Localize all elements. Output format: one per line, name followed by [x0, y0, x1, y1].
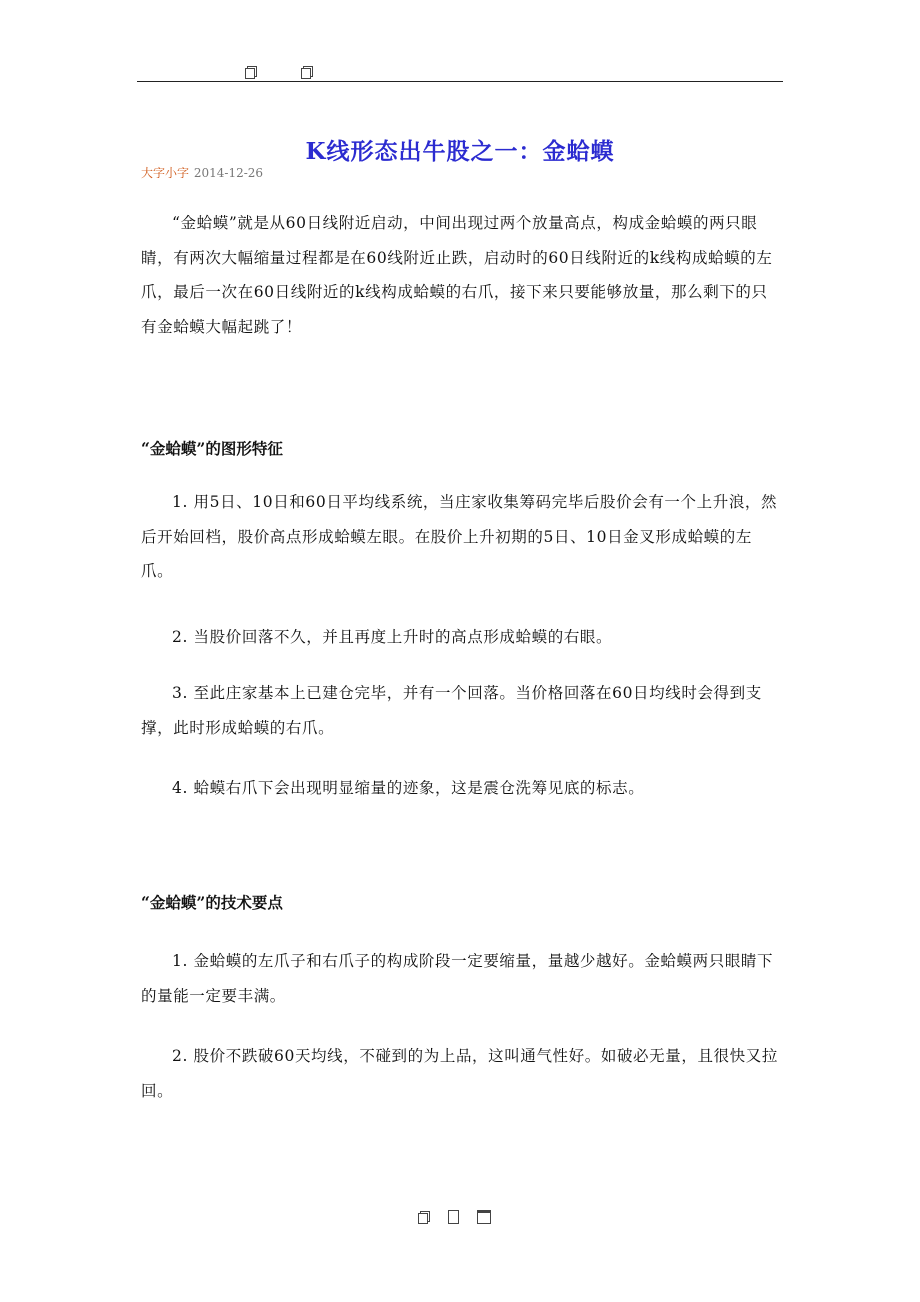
intro-paragraph: “金蛤蟆”就是从60日线附近启动，中间出现过两个放量高点，构成金蛤蟆的两只眼睛，有两次大幅缩量过程都是在60线附近止跌，启动时的60日线附近的k线构成蛤蟆的左爪，最后一次在60日线附近的k线构成蛤蟆的右爪，接下来只要能够放量，那么剩下的只有金蛤蟆大幅起跳了！ — [141, 214, 773, 336]
section-heading-key-points: “金蛤蟆”的技术要点 — [141, 893, 283, 912]
list-item: 2. 股价不跌破60天均线，不碰到的为上品，这叫通气性好。如破必无量，且很快又拉回。 — [141, 1047, 778, 1100]
list-item: 1. 用5日、10日和60日平均线系统，当庄家收集筹码完毕后股价会有一个上升浪，然后开始回档，股价高点形成蛤蟆左眼。在股价上升初期的5日、10日金叉形成蛤蟆的左爪。 — [141, 493, 778, 580]
publish-date: 2014-12-26 — [193, 166, 264, 180]
footer-icons — [418, 1210, 491, 1224]
section-heading-features: “金蛤蟆”的图形特征 — [141, 439, 283, 458]
document-icon — [301, 66, 313, 78]
header-rule — [137, 81, 783, 82]
font-size-links[interactable]: 大字小字 — [141, 166, 190, 180]
list-item: 4. 蛤蟆右爪下会出现明显缩量的迹象，这是震仓洗筹见底的标志。 — [172, 779, 645, 797]
header-icons — [245, 66, 313, 82]
list-item: 1. 金蛤蟆的左爪子和右爪子的构成阶段一定要缩量，量越少越好。金蛤蟆两只眼睛下的量能一定要丰满。 — [141, 952, 774, 1005]
article-meta — [141, 164, 263, 181]
list-item: 3. 至此庄家基本上已建仓完毕，并有一个回落。当价格回落在60日均线时会得到支撑，此时形成蛤蟆的右爪。 — [141, 684, 762, 737]
document-icon — [245, 66, 257, 78]
page-icon — [448, 1210, 459, 1224]
list-item: 2. 当股价回落不久，并且再度上升时的高点形成蛤蟆的右眼。 — [172, 628, 613, 646]
document-icon — [418, 1211, 430, 1223]
article-title: K线形态出牛股之一：金蛤蟆 — [305, 138, 615, 166]
print-icon — [477, 1210, 491, 1224]
